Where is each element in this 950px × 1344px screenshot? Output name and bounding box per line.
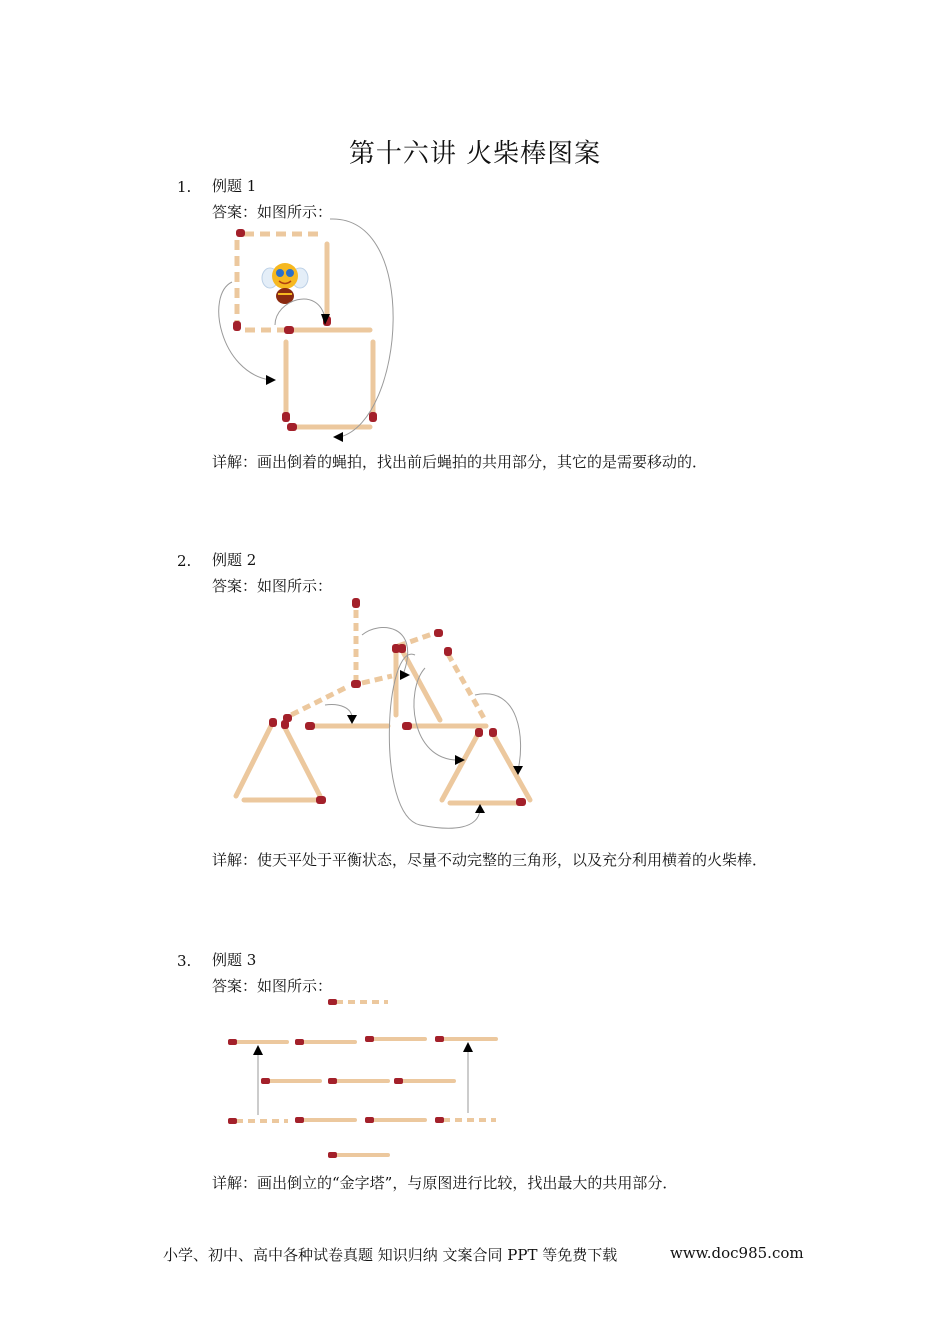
example-3-label: 例题 3 [212,951,257,969]
example-2-answer: 答案：如图所示： [212,577,333,595]
example-2-number: 2. [177,552,192,570]
page-title: 第十六讲 火柴棒图案 [348,139,602,169]
example-1-number: 1. [177,178,192,196]
footer-url-link[interactable]: www.doc985.com [670,1244,804,1262]
example-1-detail: 详解：画出倒着的蝇拍，找出前后蝇拍的共用部分，其它的是需要移动的． [212,453,708,471]
example-2-detail: 详解：使天平处于平衡状态，尽量不动完整的三角形，以及充分利用横着的火柴棒． [212,851,768,869]
footer-text: 小学、初中、高中各种试卷真题 知识归纳 文案合同 PPT 等免费下载 [163,1246,618,1264]
example-3-detail: 详解：画出倒立的“金字塔”，与原图进行比较，找出最大的共用部分． [212,1174,678,1192]
example-1-answer: 答案：如图所示： [212,203,333,221]
example-1-label: 例题 1 [212,177,257,195]
example-2-label: 例题 2 [212,551,257,569]
example-3-number: 3. [177,952,192,970]
example-3-answer: 答案：如图所示： [212,977,333,995]
